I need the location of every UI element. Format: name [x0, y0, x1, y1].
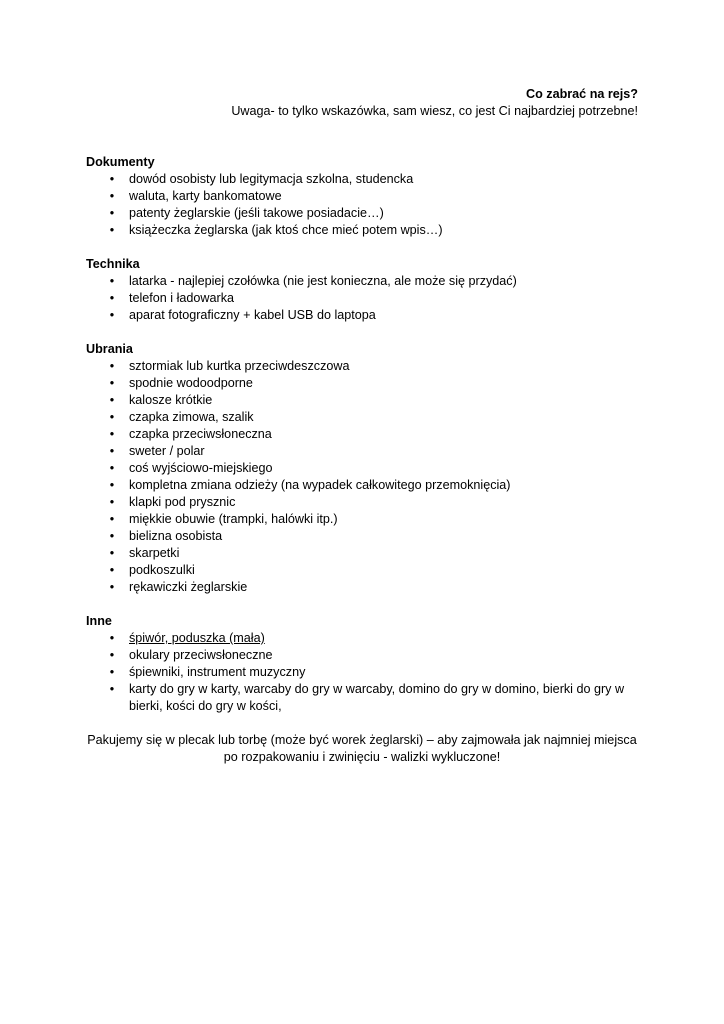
bullet-icon: • [109, 172, 115, 186]
list-item [86, 205, 638, 222]
list-item-text: czapka zimowa, szalik [129, 410, 254, 424]
bullet-icon: • [109, 291, 115, 305]
section-clothes [86, 341, 638, 596]
list-item-text: klapki pod prysznic [129, 495, 236, 509]
bullet-icon: • [109, 461, 115, 475]
packing-note: Pakujemy się w plecak lub torbę (może być worek żeglarski) – aby zajmowała jak najmniej miejsca po rozpakowaniu i zwinięciu - walizki wykluczone! [87, 733, 637, 764]
list-item [86, 392, 638, 409]
section-tech [86, 256, 638, 324]
section-title-documents: Dokumenty [86, 155, 155, 169]
list-item [86, 426, 638, 443]
list-item [86, 188, 638, 205]
list-item-text: patenty żeglarskie (jeśli takowe posiadacie…) [129, 206, 384, 220]
list-item [86, 630, 638, 647]
spacer [86, 596, 638, 613]
bullet-icon: • [109, 427, 115, 441]
list-item [86, 664, 638, 681]
list-item-text: sweter / polar [129, 444, 205, 458]
list-item-text: dowód osobisty lub legitymacja szkolna, studencka [129, 172, 414, 186]
section-title-other: Inne [86, 614, 112, 628]
list-item [86, 375, 638, 392]
list-item [86, 528, 638, 545]
list-item-text: skarpetki [129, 546, 180, 560]
list-item-text: czapka przeciwsłoneczna [129, 427, 272, 441]
bullet-icon: • [109, 631, 115, 645]
list-item [86, 307, 638, 324]
bullet-icon: • [109, 359, 115, 373]
bullet-icon: • [109, 648, 115, 662]
bullet-icon: • [109, 410, 115, 424]
list-item-text: aparat fotograficzny + kabel USB do laptopa [129, 308, 376, 322]
list-item [86, 511, 638, 528]
clothes-list [86, 358, 638, 596]
list-item [86, 443, 638, 460]
list-item-text: karty do gry w karty, warcaby do gry w warcaby, domino do gry w domino, bierki do gry w bierki, kości do gry w kości, [129, 682, 625, 713]
list-item-text: coś wyjściowo-miejskiego [129, 461, 273, 475]
list-item-text: śpiwór, poduszka (mała) [129, 631, 265, 645]
list-item-text: latarka - najlepiej czołówka (nie jest konieczna, ale może się przydać) [129, 274, 517, 288]
list-item-text: bielizna osobista [129, 529, 223, 543]
list-item-text: rękawiczki żeglarskie [129, 580, 248, 594]
list-item-text: podkoszulki [129, 563, 195, 577]
section-title-tech: Technika [86, 257, 140, 271]
list-item [86, 222, 638, 239]
section-other [86, 613, 638, 715]
bullet-icon: • [109, 206, 115, 220]
document-page [86, 86, 638, 766]
list-item [86, 460, 638, 477]
list-item [86, 171, 638, 188]
bullet-icon: • [109, 563, 115, 577]
bullet-icon: • [109, 529, 115, 543]
list-item-text: kalosze krótkie [129, 393, 213, 407]
list-item-text: śpiewniki, instrument muzyczny [129, 665, 306, 679]
list-item [86, 273, 638, 290]
list-item-text: telefon i ładowarka [129, 291, 235, 305]
list-item-text: spodnie wodoodporne [129, 376, 253, 390]
bullet-icon: • [109, 189, 115, 203]
list-item [86, 647, 638, 664]
document-title: Co zabrać na rejs? [526, 87, 638, 101]
list-item [86, 681, 638, 715]
list-item [86, 409, 638, 426]
bullet-icon: • [109, 682, 115, 696]
list-item-text: waluta, karty bankomatowe [129, 189, 282, 203]
list-item [86, 562, 638, 579]
list-item [86, 477, 638, 494]
bullet-icon: • [109, 580, 115, 594]
bullet-icon: • [109, 223, 115, 237]
documents-list [86, 171, 638, 239]
list-item [86, 494, 638, 511]
list-item [86, 579, 638, 596]
document-subtitle: Uwaga- to tylko wskazówka, sam wiesz, co jest Ci najbardziej potrzebne! [231, 104, 638, 118]
list-item [86, 545, 638, 562]
bullet-icon: • [109, 495, 115, 509]
list-item [86, 290, 638, 307]
document-header [86, 86, 638, 120]
list-item-text: sztormiak lub kurtka przeciwdeszczowa [129, 359, 350, 373]
list-item-text: miękkie obuwie (trampki, halówki itp.) [129, 512, 338, 526]
list-item-text: okulary przeciwsłoneczne [129, 648, 273, 662]
bullet-icon: • [109, 546, 115, 560]
tech-list [86, 273, 638, 324]
bullet-icon: • [109, 478, 115, 492]
section-title-clothes: Ubrania [86, 342, 133, 356]
bullet-icon: • [109, 444, 115, 458]
bullet-icon: • [109, 665, 115, 679]
bullet-icon: • [109, 512, 115, 526]
other-list [86, 630, 638, 715]
bullet-icon: • [109, 274, 115, 288]
spacer [86, 324, 638, 341]
spacer [86, 120, 638, 154]
list-item-text: kompletna zmiana odzieży (na wypadek całkowitego przemoknięcia) [129, 478, 511, 492]
list-item [86, 358, 638, 375]
bullet-icon: • [109, 393, 115, 407]
spacer [86, 239, 638, 256]
bullet-icon: • [109, 308, 115, 322]
list-item-text: książeczka żeglarska (jak ktoś chce mieć potem wpis…) [129, 223, 443, 237]
bullet-icon: • [109, 376, 115, 390]
section-documents [86, 154, 638, 239]
